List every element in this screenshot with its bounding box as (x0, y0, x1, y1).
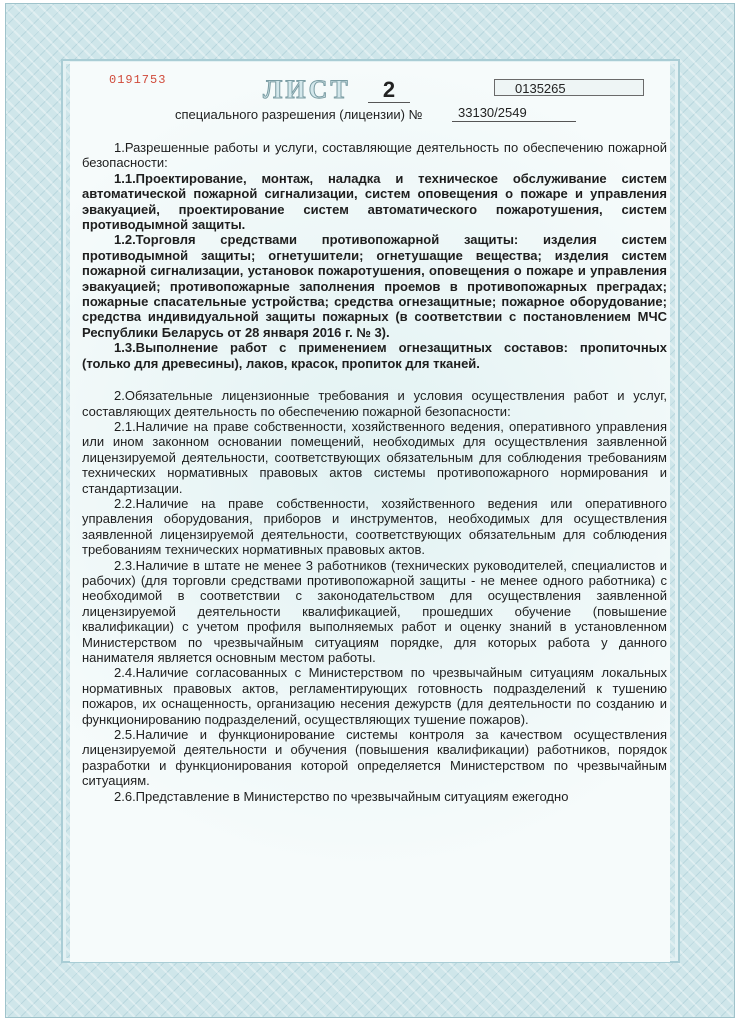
serial-number: 0191753 (109, 73, 167, 87)
paragraph-1-2: 1.2.Торговля средствами противопожарной защиты: изделия систем противодымной защиты; огнетушители; огнетушащие вещества; изделия систем пожарной сигнализации, установок пожаротушения, оповещения о пожаре и управления эвакуацией; противопожарные заполнения проемов в противопожарных преградах; пожарные спасательные устройства; средства огнезащитные; пожарное оборудование; средства индивидуальной защиты пожарных (в соответствии с постановлением МЧС Республики Беларусь от 28 января 2016 г. № 3). (82, 232, 667, 340)
sheet-number: 2 (368, 78, 410, 103)
license-subtitle: специального разрешения (лицензии) № (175, 107, 423, 122)
section-gap (82, 371, 667, 388)
paragraph-1-3: 1.3.Выполнение работ с применением огнезащитных составов: пропиточных (только для древесины), лаков, красок, пропиток для тканей. (82, 340, 667, 371)
paragraph-2-2: 2.2.Наличие на праве собственности, хозяйственного ведения или оперативного управления оборудования, приборов и инструментов, необходимых для осуществления заявленной лицензируемой деятельности, соответствующих обязательным для соблюдения требованиям технических нормативных правовых актов. (82, 495, 667, 558)
paragraph-2: 2.Обязательные лицензионные требования и условия осуществления работ и услуг, составляющих деятельность по обеспечению пожарной безопасности: (82, 388, 667, 419)
license-body (82, 140, 667, 804)
paragraph-1-1: 1.1.Проектирование, монтаж, наладка и техническое обслуживание систем автоматической пожарной сигнализации, систем оповещения о пожаре и управления эвакуацией, проектирование систем автоматического пожаротушения, систем противодымной защиты. (82, 170, 667, 233)
register-number-box: 0135265 (494, 79, 644, 96)
paragraph-2-6: 2.6.Представление в Министерство по чрезвычайным ситуациям ежегодно (114, 788, 569, 804)
paragraph-2-1: 2.1.Наличие на праве собственности, хозяйственного ведения, оперативного управления или ином законном основании помещений, необходимых для осуществления заявленной лицензируемой деятельности, соответствующих обязательным для соблюдения требованиям технических нормативных правовых актов системы противопожарного нормирования и стандартизации. (82, 418, 667, 496)
license-number: 33130/2549 (452, 104, 576, 122)
paragraph-2-5: 2.5.Наличие и функционирование системы контроля за качеством осуществления лицензируемой деятельности и обучения (повышения квалификации) работников, порядок разработки и функционирования которой определяется Министерством по чрезвычайным ситуациям. (82, 727, 667, 789)
sheet-title: ЛИСТ (263, 75, 351, 104)
paragraph-2-3: 2.3.Наличие в штате не менее 3 работников (технических руководителей, специалистов и рабочих) (для торговли средствами противопожарной защиты - не менее одного работника) с необходимой в соответствии с законодательством для осуществления заявленной лицензируемой деятельности квалификацией, прошедших обучение (повышение квалификации) с учетом профиля выполняемых работ и оценку знаний в установленном Министерством по чрезвычайным ситуациям порядке, для которых работа у данного нанимателя является основным местом работы. (82, 557, 667, 665)
paragraph-1: 1.Разрешенные работы и услуги, составляющие деятельность по обеспечению пожарной безопасности: (82, 140, 667, 171)
paragraph-2-4: 2.4.Наличие согласованных с Министерством по чрезвычайным ситуациям локальных нормативных правовых актов, регламентирующих готовность подразделений к тушению пожаров, их оснащенность, организацию несения дежурств (для деятельности по созданию и функционированию подразделений, осуществляющих тушение пожаров). (82, 665, 667, 727)
